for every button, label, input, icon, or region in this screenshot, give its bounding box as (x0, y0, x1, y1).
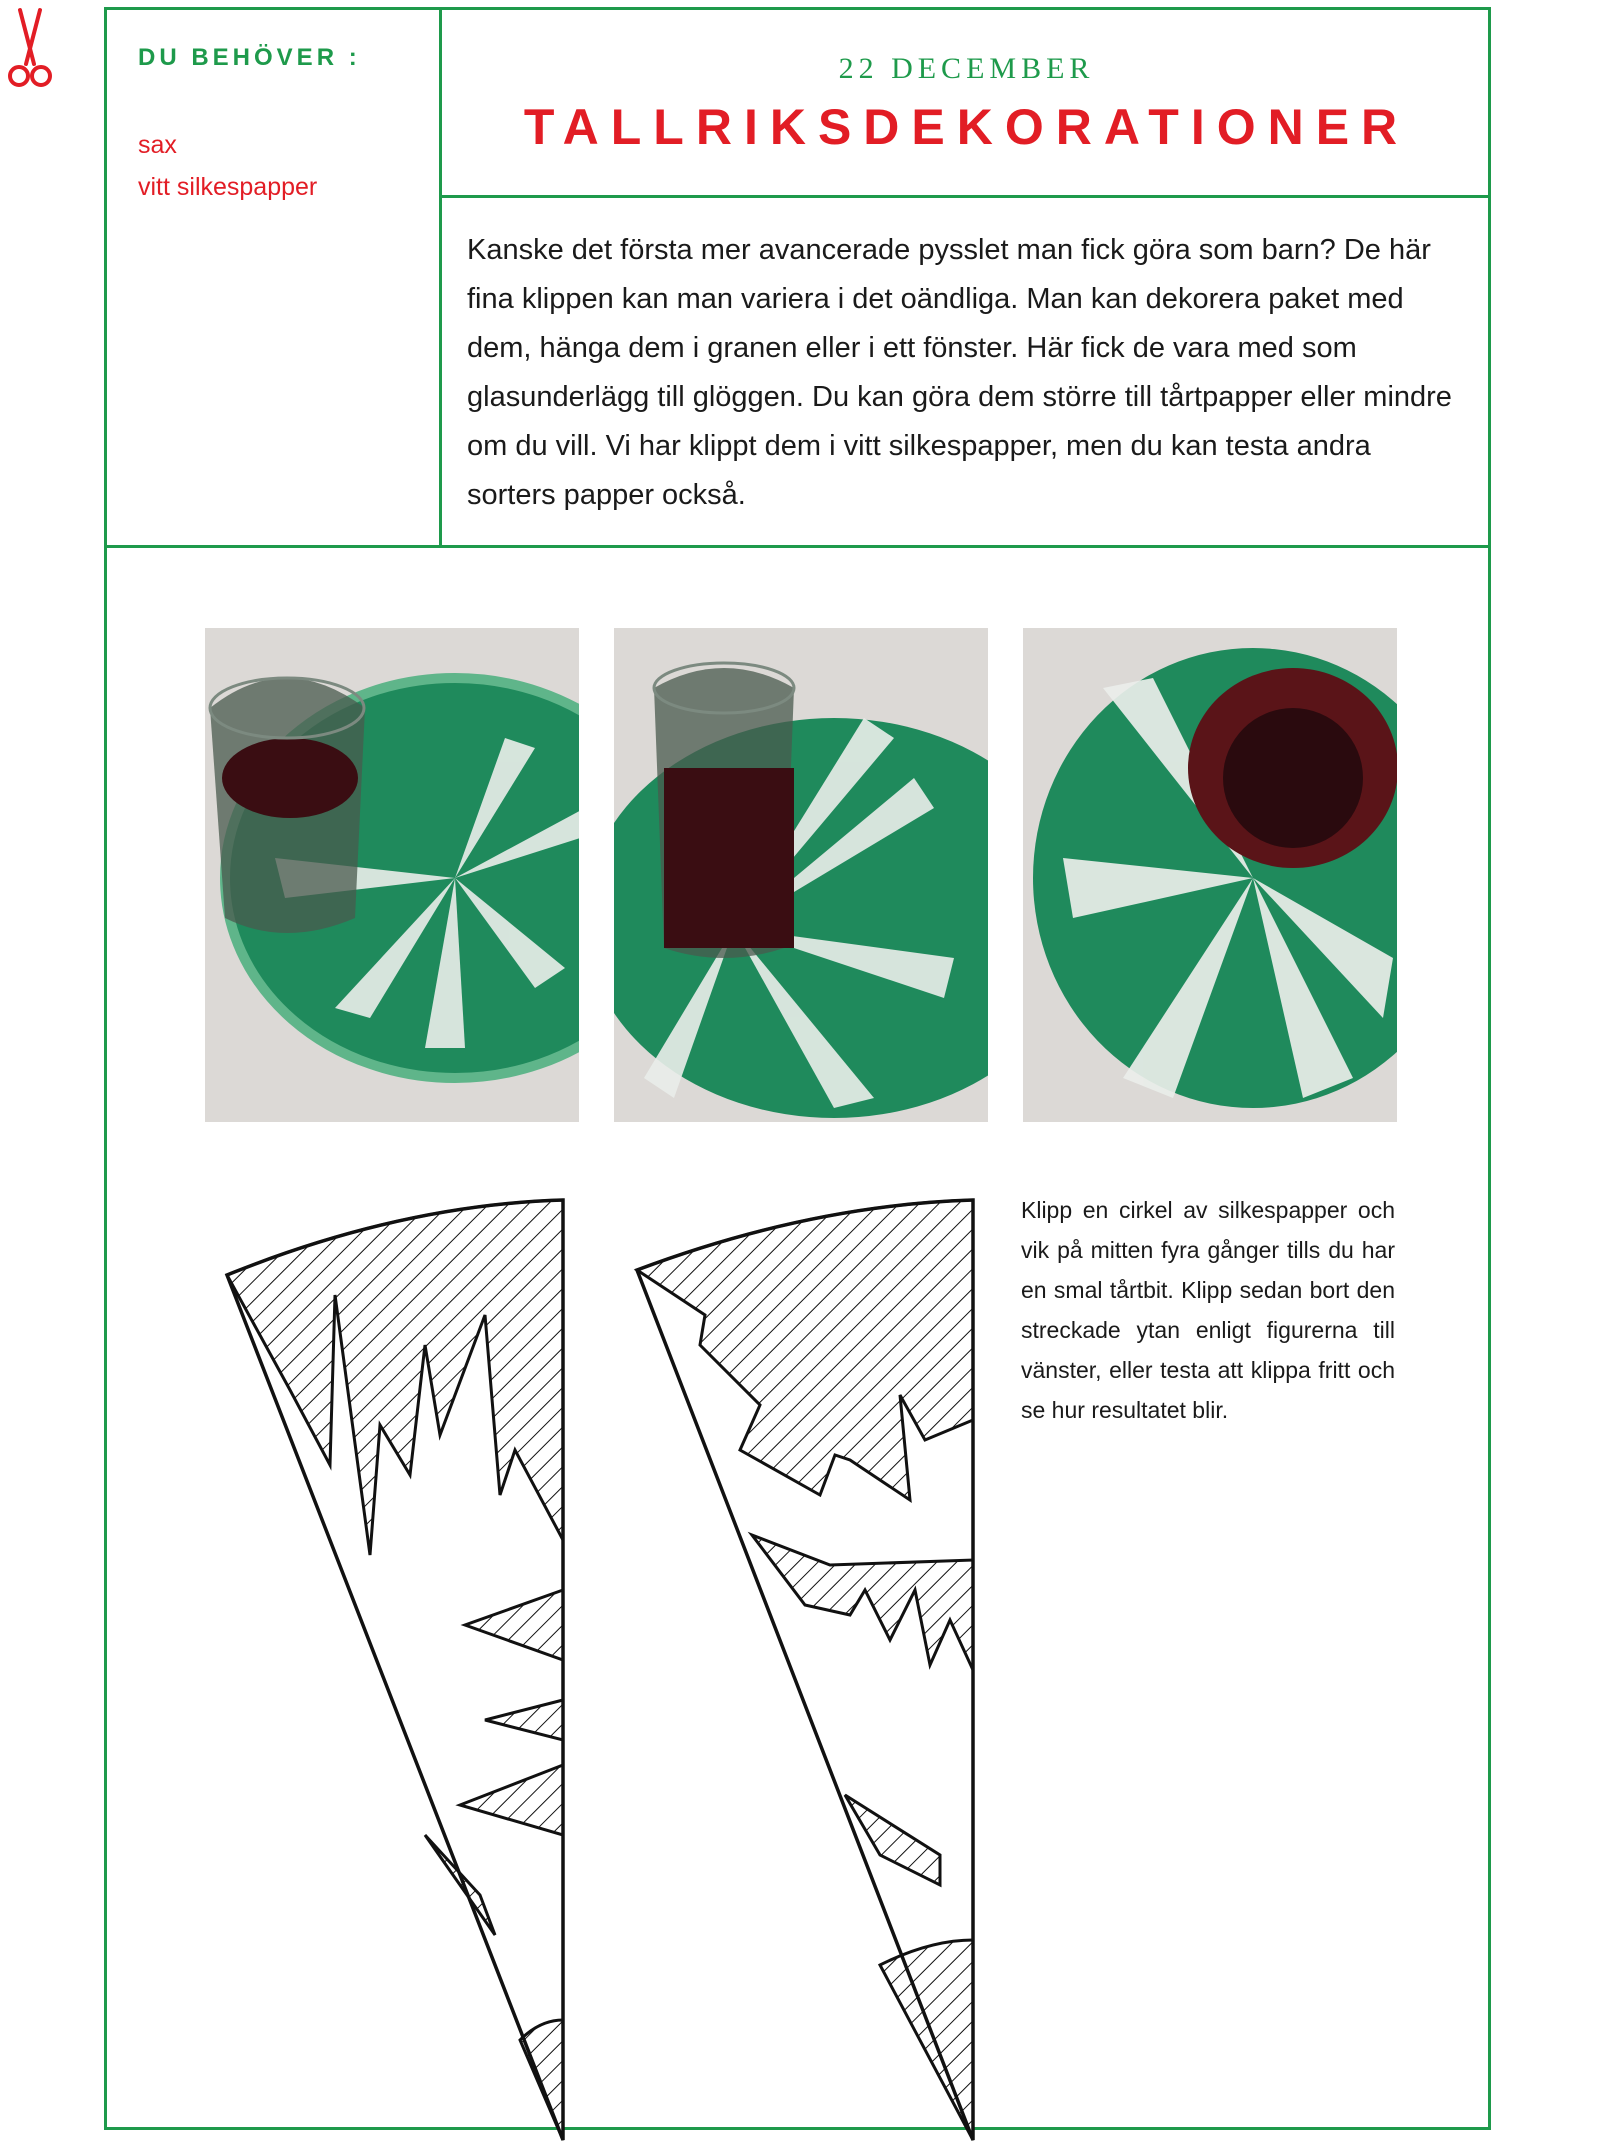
photo-plate-3 (1023, 628, 1397, 1122)
photo-plate-2 (614, 628, 988, 1122)
date-label: 22 DECEMBER (838, 52, 1095, 85)
section-divider (104, 545, 1491, 548)
instructions-paragraph: Klipp en cirkel av silkespapper och vik på mitten fyra gånger tills du har en smal tårtbit. Klipp sedan bort den streckade ytan enligt figurerna till vänster, eller testa att klippa fritt och se hur resultatet blir. (1021, 1197, 1395, 1423)
photo-plate-1 (205, 628, 579, 1122)
cut-pattern-diagram-2 (630, 1195, 990, 2145)
material-item: sax (138, 131, 177, 159)
scissors-icon (6, 6, 54, 92)
header-divider-horizontal (439, 195, 1491, 198)
intro-paragraph: Kanske det första mer avancerade pysslet man fick göra som barn? De här fina klippen kan man variera i det oändliga. Man kan dekorera paket med dem, hänga dem i granen eller i ett fönster. Här fick de vara med som glasunderlägg till glöggen. Du kan göra dem större till tårtpapper eller mindre om du vill. Vi har klippt dem i vitt silkespapper, men du kan testa andra sorters papper också. (467, 234, 1452, 511)
material-item: vitt silkespapper (138, 173, 318, 201)
materials-list (138, 124, 317, 208)
page-title: TALLRIKSDEKORATIONER (523, 99, 1410, 155)
header-divider-vertical (439, 7, 442, 547)
cut-pattern-diagram-1 (220, 1195, 580, 2145)
materials-heading: DU BEHÖVER : (138, 44, 361, 71)
